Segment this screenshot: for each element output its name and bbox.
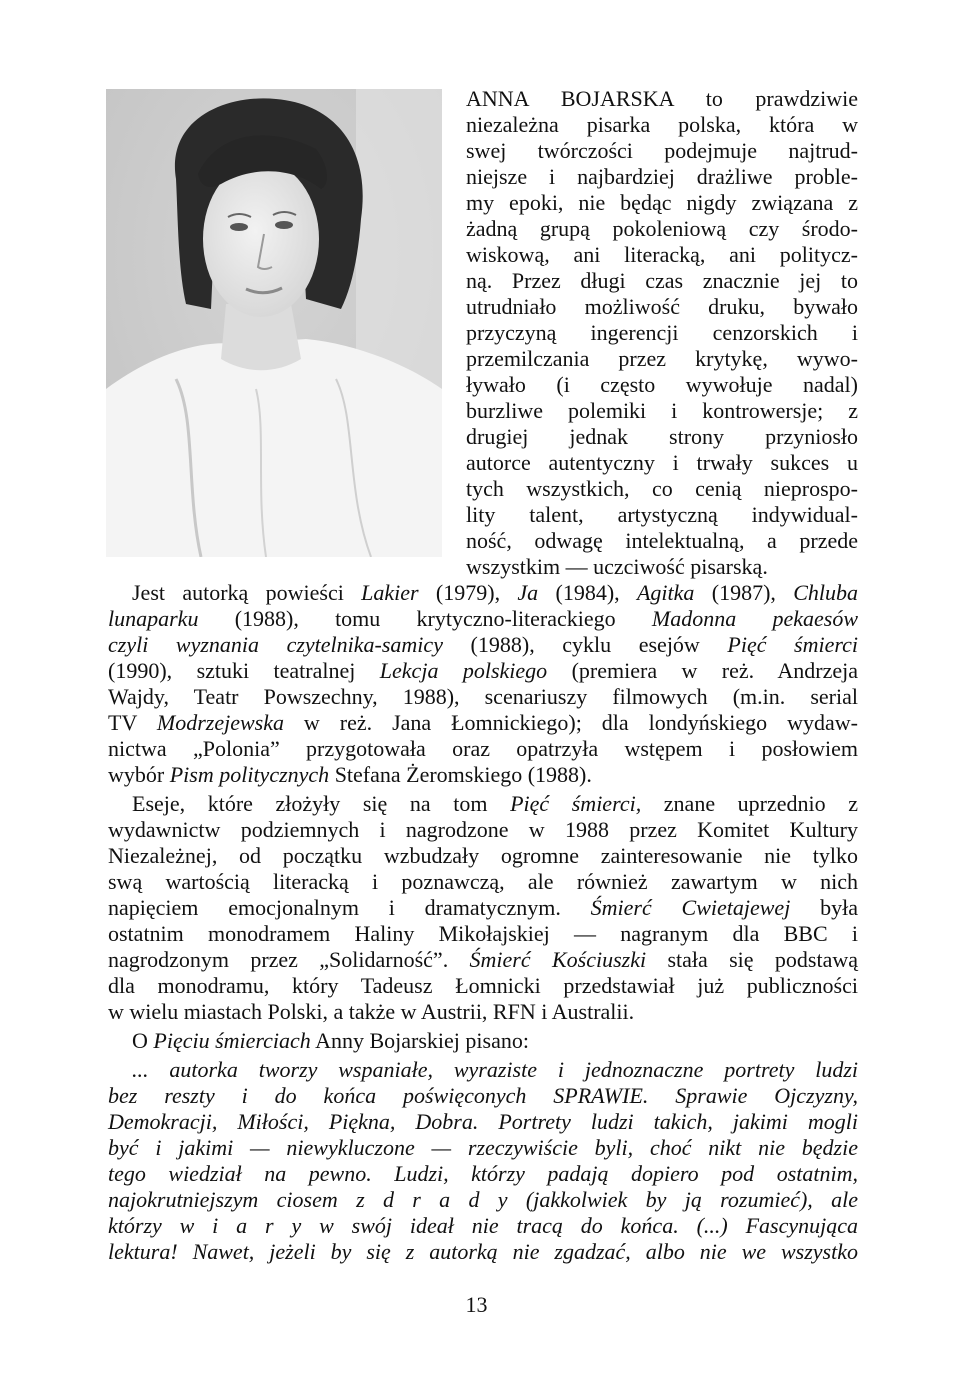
works-line-8: wybór Pism politycznych Stefana Żeromskiego (1988).: [108, 762, 592, 787]
bio-line-6: żadną grupą pokoleniową czy środo-: [466, 216, 858, 241]
bio-line-7: wiskową, ani literacką, ani politycz-: [466, 242, 858, 267]
bio-line-4: niejsze i najbardziej drażliwe proble-: [466, 164, 858, 189]
quote-line-6: najokrutniejszym ciosem z d r a d y (jakkolwiek by ją rozumieć), ale: [108, 1187, 859, 1212]
bio-line-5: my epoki, nie będąc nigdy związana z: [466, 190, 858, 215]
quote-line-3: Demokracji, Miłości, Piękna, Dobra. Portrety ludzi takich, jakimi mogli: [108, 1109, 858, 1134]
bio-line-1: ANNA BOJARSKA to prawdziwie: [466, 86, 858, 111]
essays-line-1: Eseje, które złożyły się na tom Pięć śmierci, znane uprzednio z: [132, 791, 859, 816]
bio-line-13: burzliwe polemiki i kontrowersje; z: [466, 398, 858, 423]
essays-line-3: Niezależnej, od początku wzbudzały ogromne zainteresowanie nie tylko: [108, 843, 858, 868]
quote-line-1: ... autorka tworzy wspaniałe, wyraziste i jednoznaczne portrety ludzi: [132, 1057, 858, 1082]
works-line-7: nictwa „Polonia” przygotowała oraz opatrzyła wstępem i posłowiem: [108, 736, 858, 761]
quote-line-2: bez reszty i do końca poświęconych SPRAWIE. Sprawie Ojczyzny,: [108, 1083, 858, 1108]
works-line-5: Wajdy, Teatr Powszechny, 1988), scenariuszy filmowych (m.in. serial: [108, 684, 858, 709]
bio-line-8: ną. Przez długi czas znacznie jej to: [466, 268, 858, 293]
quote-line-5: tego wiedział na pewno. Ludzi, którzy padają dopiero pod ostatnim,: [108, 1161, 858, 1186]
bio-line-9: utrudniało możliwość druku, bywało: [466, 294, 858, 319]
quote-line-8: lektura! Nawet, jeżeli by się z autorką nie zgadzać, albo nie we wszystko: [108, 1239, 858, 1264]
essays-line-6: ostatnim monodramem Haliny Mikołajskiej — nagranym dla BBC i: [108, 921, 858, 946]
bio-line-3: swej twórczości podejmuje najtrud-: [466, 138, 858, 163]
works-line-4: (1990), sztuki teatralnej Lekcja polskiego (premiera w reż. Andrzeja: [108, 658, 858, 683]
works-line-1: Jest autorką powieści Lakier (1979), Ja (1984), Agitka (1987), Chluba: [132, 580, 859, 605]
page-number: 13: [465, 1292, 488, 1317]
bio-line-10: przyczyną ingerencji cenzorskich i: [466, 320, 858, 345]
bio-line-15: autorce autentyczny i trwały sukces u: [466, 450, 858, 475]
quote-line-7: którzy w i a r y w swój ideał nie tracą do końca. (...) Fascynująca: [108, 1213, 858, 1238]
bio-line-17: lity talent, artystyczną indywidual-: [466, 502, 858, 527]
essays-line-5: napięciem emocjonalnym i dramatycznym. Śmierć Cwietajewej była: [108, 895, 858, 920]
works-line-6: TV Modrzejewska w reż. Jana Łomnickiego); dla londyńskiego wydaw-: [108, 710, 858, 735]
essays-line-2: wydawnictw podziemnych i nagrodzone w 1988 przez Komitet Kultury: [108, 817, 858, 842]
reviews-intro: O Pięciu śmierciach Anny Bojarskiej pisano:: [132, 1028, 529, 1053]
bio-line-19: wszystkim — uczciwość pisarską.: [466, 554, 768, 579]
bio-line-12: ływało (i często wywołuje nadal): [466, 372, 858, 397]
bio-line-14: drugiej jednak strony przyniosło: [466, 424, 858, 449]
essays-line-4: swą wartością literacką i poznawczą, ale również zawartym w nich: [108, 869, 858, 894]
essays-line-9: w wielu miastach Polski, a także w Austrii, RFN i Australii.: [108, 999, 635, 1024]
author-portrait-photo: [106, 89, 442, 557]
works-line-2: lunaparku (1988), tomu krytyczno-literackiego Madonna pekaesów: [108, 606, 858, 631]
essays-line-8: dla monodramu, który Tadeusz Łomnicki przedstawiał już publiczności: [108, 973, 858, 998]
bio-line-16: tych wszystkich, co cenią nieprospo-: [466, 476, 858, 501]
bio-line-11: przemilczania przez krytykę, wywo-: [466, 346, 858, 371]
bio-line-2: niezależna pisarka polska, która w: [466, 112, 858, 137]
essays-line-7: nagrodzonym przez „Solidarność”. Śmierć Kościuszki stała się podstawą: [108, 947, 858, 972]
quote-line-4: być i jakimi — niewykluczone — rzeczywiście byli, choć nikt nie będzie: [108, 1135, 858, 1160]
bio-line-18: ność, odwagę intelektualną, a przede: [466, 528, 858, 553]
works-line-3: czyli wyznania czytelnika-samicy (1988), cyklu esejów Pięć śmierci: [108, 632, 859, 657]
